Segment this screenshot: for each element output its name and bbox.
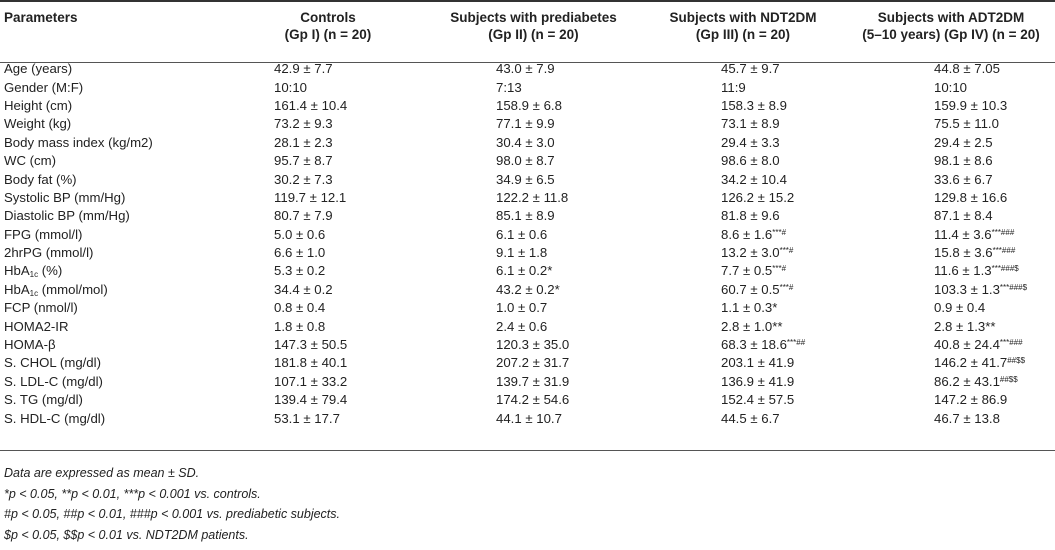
cell-group-1 <box>228 409 428 427</box>
cell-group-3 <box>639 189 847 207</box>
cell-value: 80.7 ± 7.9 <box>274 208 333 224</box>
cell-value: 139.7 ± 31.9 <box>496 373 570 389</box>
cell-group-3 <box>639 299 847 317</box>
header-adt2dm <box>847 0 1055 52</box>
footnotes <box>4 463 340 545</box>
cell-value: 28.1 ± 2.3 <box>274 134 333 150</box>
cell-value: 44.8 ± 7.05 <box>934 61 1000 77</box>
cell-group-4 <box>847 52 1055 78</box>
cell-value: 33.6 ± 6.7 <box>934 171 993 187</box>
cell-group-1 <box>228 336 428 354</box>
cell-value: 15.8 ± 3.6 <box>934 245 993 261</box>
cell-group-4 <box>847 336 1055 354</box>
cell-value: 43.0 ± 7.9 <box>496 61 555 77</box>
cell-group-4 <box>847 317 1055 335</box>
significance-marker: ***### <box>992 246 1016 256</box>
cell-group-2 <box>428 97 639 115</box>
cell-value: 11:9 <box>721 79 746 95</box>
footnote-line: *p < 0.05, **p < 0.01, ***p < 0.001 vs. controls. <box>4 486 261 501</box>
table-row <box>0 317 1055 335</box>
cell-group-3 <box>639 226 847 244</box>
row-parameter: Weight (kg) <box>4 116 72 132</box>
cell-group-4 <box>847 281 1055 299</box>
cell-value: 98.1 ± 8.6 <box>934 153 993 169</box>
row-parameter: Body fat (%) <box>4 171 77 187</box>
footnote-line: #p < 0.05, ##p < 0.01, ###p < 0.001 vs. prediabetic subjects. <box>4 507 341 521</box>
cell-value: 119.7 ± 12.1 <box>274 189 347 205</box>
cell-value: 6.6 ± 1.0 <box>274 245 326 261</box>
table-row <box>0 244 1055 262</box>
cell-value: 1.0 ± 0.7 <box>496 300 548 316</box>
cell-value: 158.9 ± 6.8 <box>496 97 562 113</box>
cell-group-3 <box>639 354 847 372</box>
row-parameter <box>0 281 228 299</box>
row-parameter: 2hrPG (mmol/l) <box>4 245 94 261</box>
cell-group-2 <box>428 244 639 262</box>
table-row <box>0 226 1055 244</box>
row-parameter: Body mass index (kg/m2) <box>4 134 153 150</box>
cell-value: 40.8 ± 24.4 <box>934 337 1000 353</box>
header-ndt2dm-line2: (Gp III) (n = 20) <box>695 27 791 42</box>
cell-group-2 <box>428 317 639 335</box>
cell-group-1 <box>228 244 428 262</box>
table-row <box>0 97 1055 115</box>
significance-marker: ***## <box>786 338 806 348</box>
cell-group-2 <box>428 152 639 170</box>
cell-value: 2.8 ± 1.0** <box>721 318 783 334</box>
table-row <box>0 78 1055 96</box>
cell-value: 34.4 ± 0.2 <box>274 281 333 297</box>
row-parameter: S. HDL-C (mg/dl) <box>4 410 106 426</box>
significance-marker: ***# <box>772 264 787 274</box>
cell-group-3 <box>639 262 847 280</box>
bottom-rule <box>0 450 1055 451</box>
cell-value: 6.1 ± 0.2* <box>496 263 553 279</box>
row-parameter: FPG (mmol/l) <box>4 226 83 242</box>
cell-group-2 <box>428 226 639 244</box>
cell-group-3 <box>639 97 847 115</box>
cell-group-2 <box>428 207 639 225</box>
row-parameter: HOMA2-IR <box>4 318 69 334</box>
cell-group-3 <box>639 336 847 354</box>
cell-group-4 <box>847 391 1055 409</box>
cell-group-1 <box>228 299 428 317</box>
cell-value: 73.1 ± 8.9 <box>721 116 780 132</box>
cell-value: 30.4 ± 3.0 <box>496 134 555 150</box>
header-prediabetes-line1: Subjects with prediabetes <box>450 10 617 25</box>
cell-group-2 <box>428 78 639 96</box>
cell-group-4 <box>847 373 1055 391</box>
row-parameter: Diastolic BP (mm/Hg) <box>4 208 130 224</box>
cell-group-1 <box>228 262 428 280</box>
cell-group-3 <box>639 134 847 152</box>
cell-value: 146.2 ± 41.7 <box>934 355 1008 371</box>
cell-group-1 <box>228 52 428 78</box>
parameter-subscript: 1c <box>29 270 39 280</box>
header-controls-line2: (Gp I) (n = 20) <box>284 27 372 42</box>
cell-group-3 <box>639 170 847 188</box>
cell-value: 86.2 ± 43.1 <box>934 373 1000 389</box>
cell-group-1 <box>228 207 428 225</box>
cell-value: 152.4 ± 57.5 <box>721 392 795 408</box>
cell-value: 9.1 ± 1.8 <box>496 245 548 261</box>
cell-value: 46.7 ± 13.8 <box>934 410 1000 426</box>
row-parameter <box>0 262 228 280</box>
table-row <box>0 373 1055 391</box>
cell-group-3 <box>639 244 847 262</box>
cell-value: 0.9 ± 0.4 <box>934 300 986 316</box>
cell-value: 42.9 ± 7.7 <box>274 61 333 77</box>
cell-group-1 <box>228 391 428 409</box>
cell-value: 95.7 ± 8.7 <box>274 153 333 169</box>
cell-group-1 <box>228 354 428 372</box>
row-parameter: WC (cm) <box>4 153 56 169</box>
cell-group-3 <box>639 207 847 225</box>
significance-marker: ***###$ <box>999 282 1028 292</box>
cell-value: 73.2 ± 9.3 <box>274 116 333 132</box>
table-row <box>0 170 1055 188</box>
cell-group-1 <box>228 189 428 207</box>
cell-group-4 <box>847 262 1055 280</box>
cell-value: 13.2 ± 3.0 <box>721 245 780 261</box>
cell-group-1 <box>228 317 428 335</box>
cell-value: 6.1 ± 0.6 <box>496 226 548 242</box>
cell-value: 158.3 ± 8.9 <box>721 97 787 113</box>
cell-group-4 <box>847 207 1055 225</box>
table-row <box>0 115 1055 133</box>
cell-value: 5.0 ± 0.6 <box>274 226 326 242</box>
cell-value: 29.4 ± 3.3 <box>721 134 780 150</box>
cell-group-2 <box>428 281 639 299</box>
cell-value: 7.7 ± 0.5 <box>721 263 773 279</box>
cell-group-3 <box>639 409 847 427</box>
cell-value: 77.1 ± 9.9 <box>496 116 555 132</box>
cell-value: 29.4 ± 2.5 <box>934 134 993 150</box>
cell-group-4 <box>847 78 1055 96</box>
cell-value: 68.3 ± 18.6 <box>721 337 787 353</box>
cell-value: 53.1 ± 17.7 <box>274 410 340 426</box>
parameter-base: HbA <box>4 281 30 297</box>
cell-group-1 <box>228 170 428 188</box>
cell-value: 107.1 ± 33.2 <box>274 373 348 389</box>
significance-marker: ##$$ <box>1007 356 1026 366</box>
table-row <box>0 391 1055 409</box>
cell-value: 10:10 <box>274 79 308 95</box>
cell-group-4 <box>847 115 1055 133</box>
cell-group-4 <box>847 354 1055 372</box>
parameter-subscript: 1c <box>29 288 39 298</box>
parameter-base: HbA <box>4 263 30 279</box>
cell-group-4 <box>847 152 1055 170</box>
header-prediabetes <box>428 0 639 52</box>
cell-value: 85.1 ± 8.9 <box>496 208 555 224</box>
cell-value: 136.9 ± 41.9 <box>721 373 795 389</box>
cell-value: 159.9 ± 10.3 <box>934 97 1008 113</box>
cell-group-3 <box>639 152 847 170</box>
cell-group-3 <box>639 391 847 409</box>
table-row <box>0 207 1055 225</box>
table-body <box>0 52 1055 428</box>
header-prediabetes-line2: (Gp II) (n = 20) <box>488 27 579 42</box>
cell-value: 43.2 ± 0.2* <box>496 281 560 297</box>
cell-group-3 <box>639 115 847 133</box>
cell-value: 7:13 <box>496 79 522 95</box>
cell-group-3 <box>639 373 847 391</box>
cell-group-4 <box>847 97 1055 115</box>
row-parameter: Height (cm) <box>4 97 73 113</box>
significance-marker: ***### <box>991 227 1015 237</box>
cell-group-2 <box>428 52 639 78</box>
cell-group-2 <box>428 262 639 280</box>
cell-value: 147.3 ± 50.5 <box>274 337 348 353</box>
footnote-line: $p < 0.05, $$p < 0.01 vs. NDT2DM patients. <box>4 527 249 542</box>
cell-value: 126.2 ± 15.2 <box>721 189 795 205</box>
table-row <box>0 281 1055 299</box>
significance-marker: ##$$ <box>999 374 1018 384</box>
header-ndt2dm <box>639 0 847 52</box>
row-parameter: Gender (M:F) <box>4 79 84 95</box>
cell-value: 120.3 ± 35.0 <box>496 337 570 353</box>
row-parameter: Age (years) <box>4 61 73 77</box>
cell-value: 11.6 ± 1.3 <box>934 263 992 279</box>
cell-group-2 <box>428 354 639 372</box>
cell-group-3 <box>639 52 847 78</box>
cell-value: 87.1 ± 8.4 <box>934 208 993 224</box>
cell-group-2 <box>428 391 639 409</box>
cell-group-4 <box>847 409 1055 427</box>
cell-group-1 <box>228 152 428 170</box>
table-row <box>0 152 1055 170</box>
cell-group-2 <box>428 373 639 391</box>
row-parameter: HOMA-β <box>4 337 56 353</box>
cell-value: 1.8 ± 0.8 <box>274 318 326 334</box>
cell-value: 45.7 ± 9.7 <box>721 61 780 77</box>
cell-value: 98.6 ± 8.0 <box>721 153 780 169</box>
cell-group-1 <box>228 115 428 133</box>
cell-value: 8.6 ± 1.6 <box>721 226 773 242</box>
cell-value: 75.5 ± 11.0 <box>934 116 999 132</box>
cell-value: 30.2 ± 7.3 <box>274 171 333 187</box>
table-row <box>0 134 1055 152</box>
cell-value: 44.5 ± 6.7 <box>721 410 780 426</box>
cell-group-2 <box>428 336 639 354</box>
cell-group-3 <box>639 281 847 299</box>
cell-group-1 <box>228 134 428 152</box>
row-parameter: S. LDL-C (mg/dl) <box>4 373 103 389</box>
table-row <box>0 52 1055 78</box>
cell-value: 81.8 ± 9.6 <box>721 208 780 224</box>
cell-value: 2.4 ± 0.6 <box>496 318 548 334</box>
parameter-rest: (mmol/mol) <box>38 281 108 297</box>
significance-marker: ***# <box>779 282 794 292</box>
significance-marker: ***### <box>999 338 1023 348</box>
cell-value: 44.1 ± 10.7 <box>496 410 562 426</box>
cell-value: 147.2 ± 86.9 <box>934 392 1008 408</box>
significance-marker: ***###$ <box>991 264 1019 274</box>
cell-group-1 <box>228 373 428 391</box>
cell-group-2 <box>428 134 639 152</box>
cell-group-1 <box>228 97 428 115</box>
footnote-line: Data are expressed as mean ± SD. <box>4 466 200 480</box>
table-row <box>0 262 1055 280</box>
cell-group-2 <box>428 409 639 427</box>
cell-value: 10:10 <box>934 79 968 95</box>
cell-value: 1.1 ± 0.3* <box>721 300 778 316</box>
table-row <box>0 189 1055 207</box>
cell-group-2 <box>428 299 639 317</box>
cell-value: 161.4 ± 10.4 <box>274 97 348 113</box>
cell-value: 103.3 ± 1.3 <box>934 281 1000 297</box>
cell-group-3 <box>639 317 847 335</box>
cell-value: 174.2 ± 54.6 <box>496 392 570 408</box>
cell-value: 11.4 ± 3.6 <box>934 226 992 242</box>
row-parameter: S. TG (mg/dl) <box>4 392 83 408</box>
cell-group-1 <box>228 78 428 96</box>
significance-marker: ***# <box>779 246 794 256</box>
header-controls <box>228 0 428 52</box>
cell-group-4 <box>847 134 1055 152</box>
cell-value: 60.7 ± 0.5 <box>721 281 780 297</box>
cell-group-2 <box>428 170 639 188</box>
table-row <box>0 299 1055 317</box>
cell-value: 0.8 ± 0.4 <box>274 300 326 316</box>
cell-group-1 <box>228 281 428 299</box>
row-parameter: S. CHOL (mg/dl) <box>4 355 101 371</box>
cell-value: 181.8 ± 40.1 <box>274 355 348 371</box>
cell-group-4 <box>847 299 1055 317</box>
header-controls-line1: Controls <box>300 10 356 25</box>
header-parameters: Parameters <box>4 10 78 25</box>
cell-value: 207.2 ± 31.7 <box>496 355 570 371</box>
cell-value: 34.9 ± 6.5 <box>496 171 555 187</box>
cell-group-4 <box>847 170 1055 188</box>
cell-group-4 <box>847 226 1055 244</box>
header-adt2dm-line1: Subjects with ADT2DM <box>877 10 1025 25</box>
row-parameter: FCP (nmol/l) <box>4 300 78 316</box>
header-ndt2dm-line1: Subjects with NDT2DM <box>669 10 817 25</box>
header-adt2dm-line2: (5–10 years) (Gp IV) (n = 20) <box>862 27 1040 42</box>
cell-value: 98.0 ± 8.7 <box>496 153 555 169</box>
cell-group-4 <box>847 189 1055 207</box>
table-row <box>0 354 1055 372</box>
cell-group-2 <box>428 115 639 133</box>
cell-value: 139.4 ± 79.4 <box>274 392 348 408</box>
cell-value: 122.2 ± 11.8 <box>496 189 569 205</box>
cell-value: 129.8 ± 16.6 <box>934 189 1008 205</box>
cell-group-4 <box>847 244 1055 262</box>
cell-group-3 <box>639 78 847 96</box>
cell-value: 5.3 ± 0.2 <box>274 263 326 279</box>
table-row <box>0 409 1055 427</box>
cell-value: 203.1 ± 41.9 <box>721 355 795 371</box>
cell-group-2 <box>428 189 639 207</box>
table-row <box>0 336 1055 354</box>
cell-value: 34.2 ± 10.4 <box>721 171 787 187</box>
row-parameter: Systolic BP (mm/Hg) <box>4 189 126 205</box>
significance-marker: ***# <box>772 227 787 237</box>
cell-value: 2.8 ± 1.3** <box>934 318 996 334</box>
parameter-rest: (%) <box>38 263 63 279</box>
cell-group-1 <box>228 226 428 244</box>
